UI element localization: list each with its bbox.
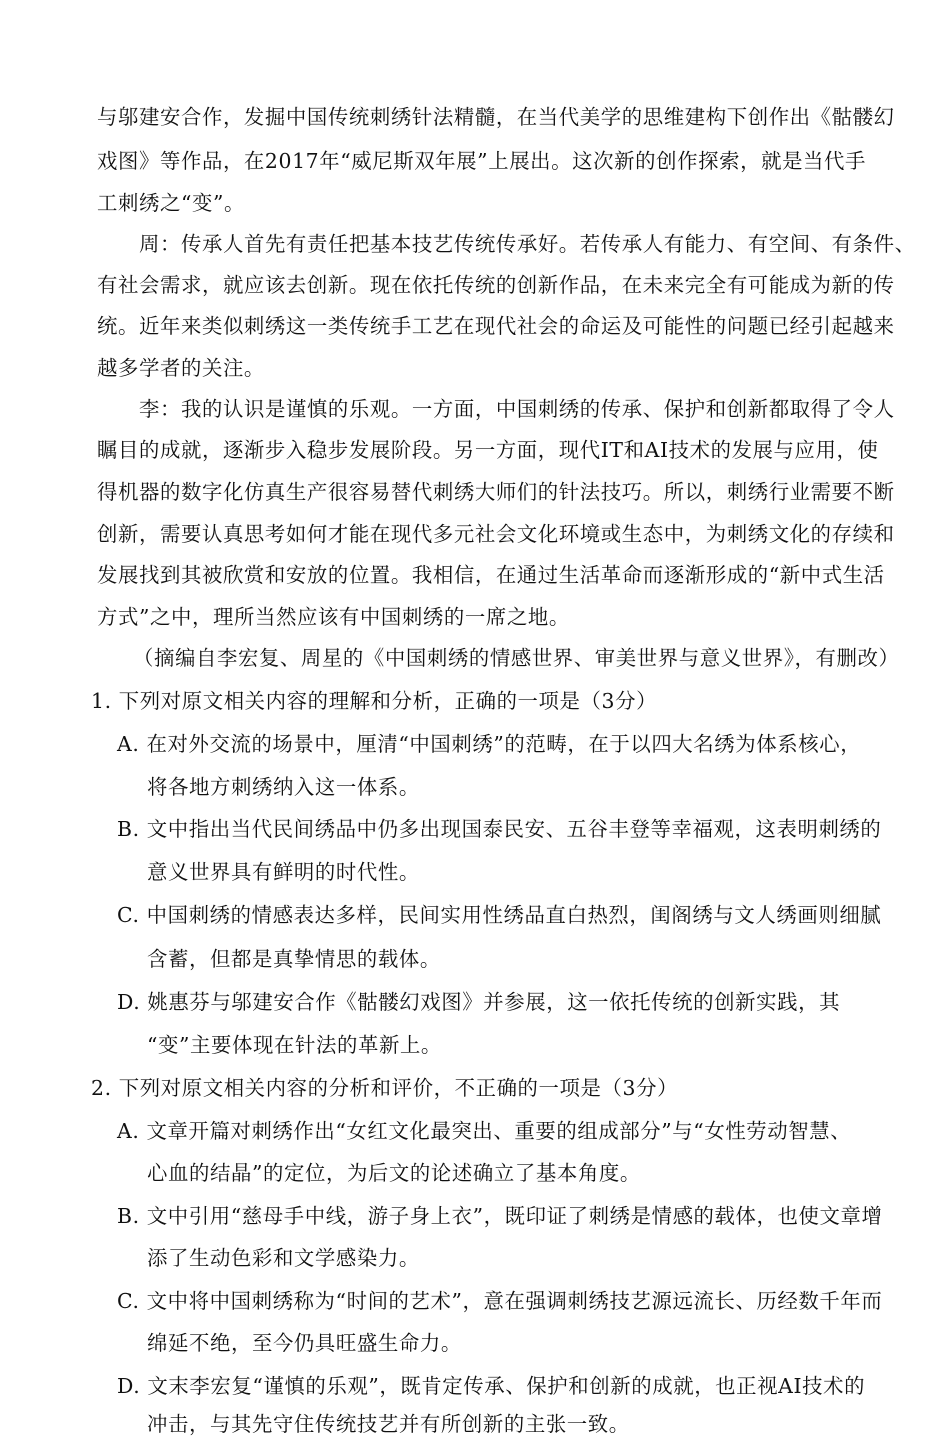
passage-line: 工刺绣之“变”。: [97, 191, 245, 215]
passage-line: 戏图》等作品，在2017年“威尼斯双年展”上展出。这次新的创作探索，就是当代手: [97, 149, 867, 173]
question-1-option-d: D. 姚惠芬与邬建安合作《骷髅幻戏图》并参展，这一依托传统的创新实践，其: [117, 990, 841, 1014]
question-2-option-b: B. 文中引用“慈母手中线，游子身上衣”，既印证了刺绣是情感的载体，也使文章增: [117, 1204, 883, 1228]
passage-line: 得机器的数字化仿真生产很容易替代刺绣大师们的针法技巧。所以，刺绣行业需要不断: [97, 480, 895, 504]
question-2-option-d-cont: 冲击，与其先守住传统技艺并有所创新的主张一致。: [147, 1412, 630, 1436]
question-2-option-a: A. 文章开篇对刺绣作出“女红文化最突出、重要的组成部分”与“女性劳动智慧、: [117, 1119, 852, 1143]
question-1-option-b: B. 文中指出当代民间绣品中仍多出现国泰民安、五谷丰登等幸福观，这表明刺绣的: [117, 817, 882, 841]
passage-line: 瞩目的成就，逐渐步入稳步发展阶段。另一方面，现代IT和AI技术的发展与应用，使: [97, 438, 879, 462]
question-2-option-a-cont: 心血的结晶”的定位，为后文的论述确立了基本角度。: [147, 1161, 641, 1185]
question-1-option-c: C. 中国刺绣的情感表达多样，民间实用性绣品直白热烈，闺阁绣与文人绣画则细腻: [117, 903, 882, 927]
question-1-option-d-cont: “变”主要体现在针法的革新上。: [147, 1033, 442, 1057]
passage-line: 周：传承人首先有责任把基本技艺传统传承好。若传承人有能力、有空间、有条件、: [139, 232, 916, 256]
source-citation: （摘编自李宏复、周星的《中国刺绣的情感世界、审美世界与意义世界》，有删改）: [133, 646, 900, 670]
passage-line: 有社会需求，就应该去创新。现在依托传统的创新作品，在未来完全有可能成为新的传: [97, 273, 895, 297]
passage-line: 方式”之中，理所当然应该有中国刺绣的一席之地。: [97, 605, 570, 629]
question-2-option-c-cont: 绵延不绝，至今仍具旺盛生命力。: [147, 1331, 462, 1355]
question-1-stem: 1. 下列对原文相关内容的理解和分析，正确的一项是（3分）: [91, 689, 658, 713]
question-1-option-b-cont: 意义世界具有鲜明的时代性。: [147, 860, 420, 884]
question-1-option-a: A. 在对外交流的场景中，厘清“中国刺绣”的范畴，在于以四大名绣为体系核心，: [117, 732, 862, 756]
question-1-option-c-cont: 含蓄，但都是真挚情思的载体。: [147, 947, 441, 971]
passage-line: 创新，需要认真思考如何才能在现代多元社会文化环境或生态中，为刺绣文化的存续和: [97, 522, 895, 546]
question-2-option-d: D. 文末李宏复“谨慎的乐观”，既肯定传承、保护和创新的成就，也正视AI技术的: [117, 1374, 866, 1398]
question-2-option-b-cont: 添了生动色彩和文学感染力。: [147, 1246, 420, 1270]
passage-line: 李：我的认识是谨慎的乐观。一方面，中国刺绣的传承、保护和创新都取得了令人: [139, 397, 895, 421]
question-1-option-a-cont: 将各地方刺绣纳入这一体系。: [147, 775, 420, 799]
passage-line: 发展找到其被欣赏和安放的位置。我相信，在通过生活革命而逐渐形成的“新中式生活: [97, 563, 885, 587]
question-2-stem: 2. 下列对原文相关内容的分析和评价，不正确的一项是（3分）: [91, 1076, 679, 1100]
passage-line: 与邬建安合作，发掘中国传统刺绣针法精髓，在当代美学的思维建构下创作出《骷髅幻: [97, 105, 895, 129]
passage-line: 统。近年来类似刺绣这一类传统手工艺在现代社会的命运及可能性的问题已经引起越来: [97, 314, 895, 338]
passage-line: 越多学者的关注。: [97, 356, 265, 380]
question-2-option-c: C. 文中将中国刺绣称为“时间的艺术”，意在强调刺绣技艺源远流长、历经数千年而: [117, 1289, 883, 1313]
